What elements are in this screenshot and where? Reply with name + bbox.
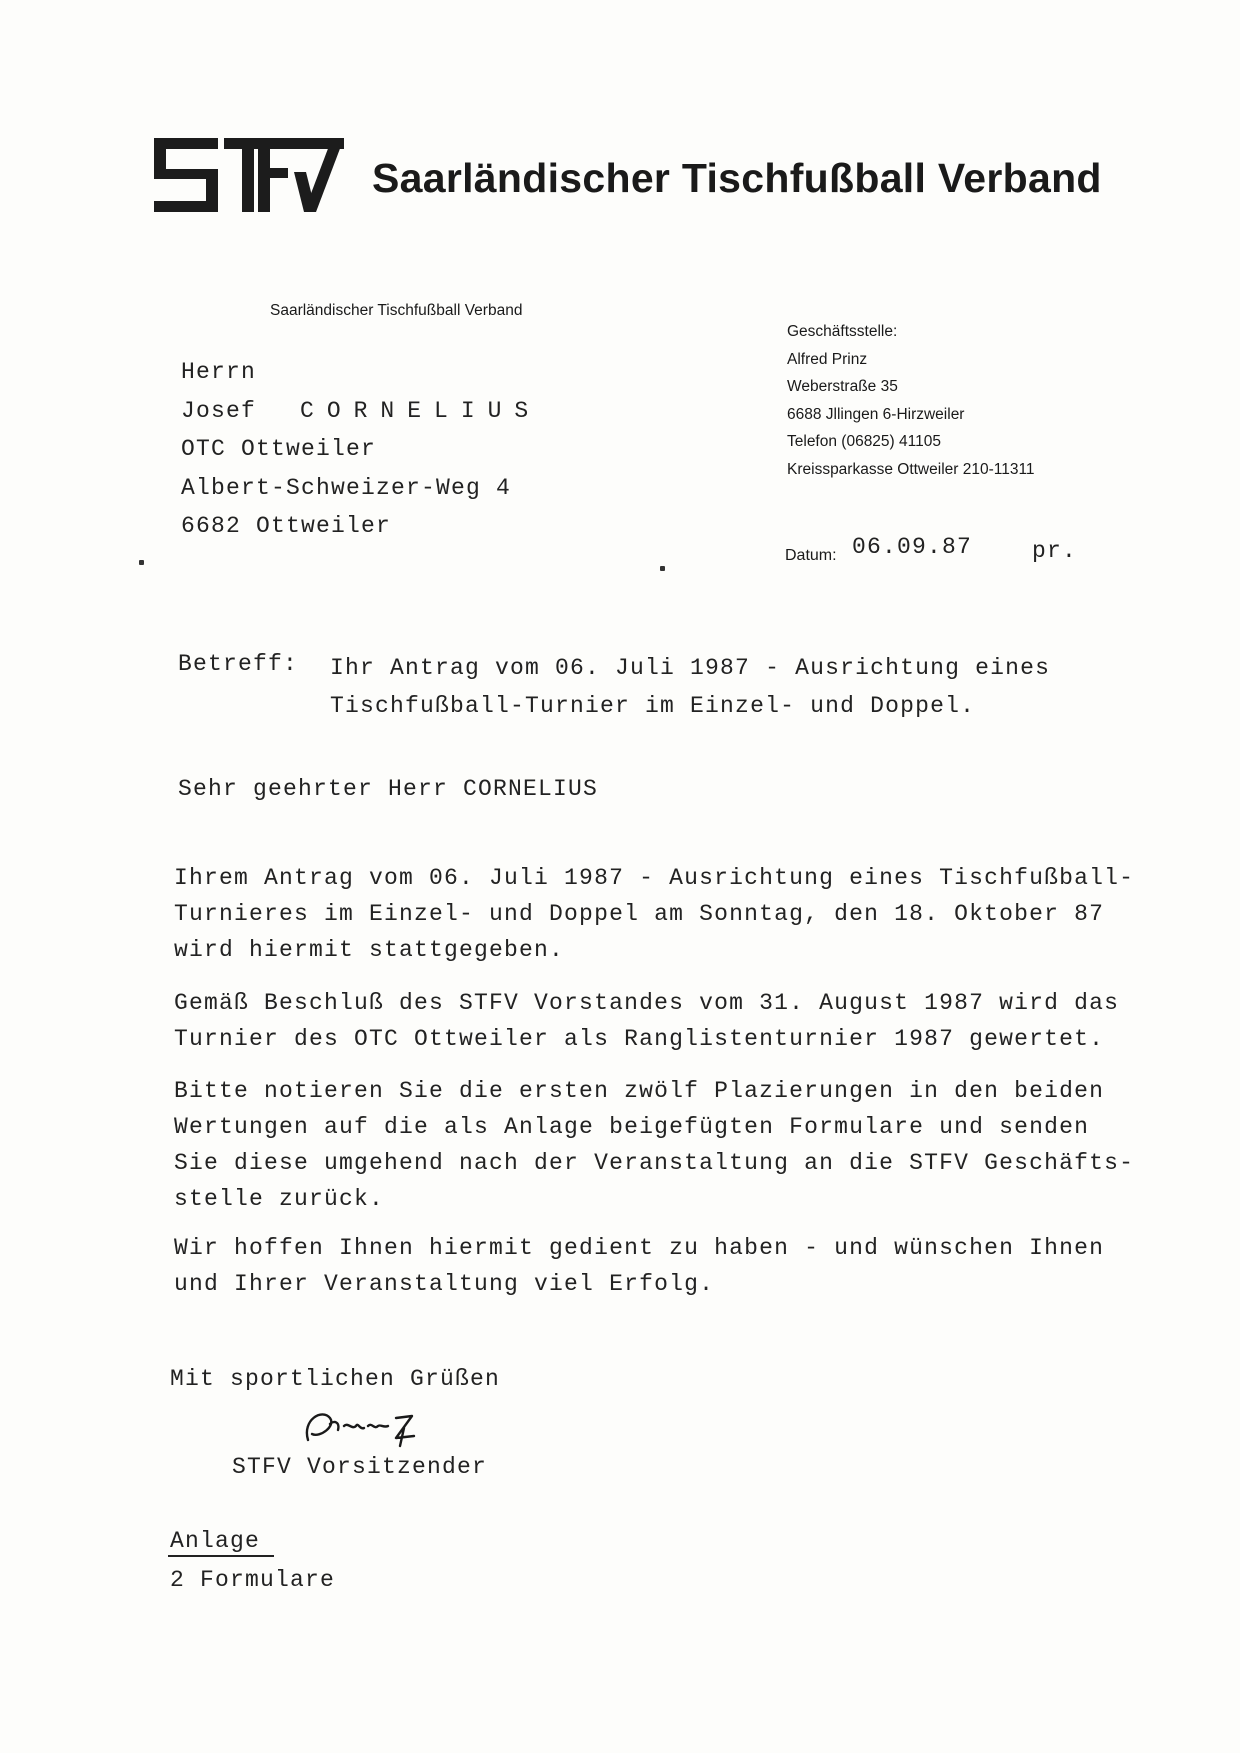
paragraph-line: Turnier des OTC Ottweiler als Ranglistenturnier 1987 gewertet. (174, 1026, 1105, 1052)
recipient-street: Albert-Schweizer-Weg 4 (181, 474, 512, 501)
sender-return-line: Saarländischer Tischfußball Verband (270, 302, 523, 319)
recipient-address (181, 353, 541, 546)
enclosure-label: Anlage (170, 1528, 261, 1554)
recipient-first-name: Josef (181, 397, 257, 424)
handwritten-signature (300, 1400, 460, 1460)
office-bank: Kreissparkasse Ottweiler 210-11311 (787, 460, 1035, 478)
recipient-club: OTC Ottweiler (181, 436, 377, 462)
recipient-city: 6682 Ottweiler (181, 513, 392, 539)
paper-speck (660, 566, 665, 571)
paragraph-line: Wertungen auf die als Anlage beigefügten Formulare und senden (174, 1114, 1090, 1140)
date-label: Datum: (785, 547, 837, 564)
subject-line-2: Tischfußball-Turnier im Einzel- und Doppel. (330, 693, 976, 719)
paragraph-line: Sie diese umgehend nach der Veranstaltung an die STFV Geschäfts- (174, 1150, 1135, 1176)
paper-speck (139, 560, 144, 565)
paragraph-line: und Ihrer Veranstaltung viel Erfolg. (174, 1271, 715, 1297)
office-street: Weberstraße 35 (787, 378, 898, 395)
reference-code: pr. (1032, 538, 1078, 564)
signatory-title: STFV Vorsitzender (232, 1454, 488, 1480)
paragraph-line: Bitte notieren Sie die ersten zwölf Plazierungen in den beiden (174, 1078, 1105, 1104)
paragraph-line: Turnieres im Einzel- und Doppel am Sonntag, den 18. Oktober 87 (174, 901, 1105, 927)
office-label: Geschäftsstelle: (787, 323, 898, 340)
closing-greeting: Mit sportlichen Grüßen (170, 1366, 501, 1392)
organization-title: Saarländischer Tischfußball Verband (372, 155, 1102, 201)
body-paragraph-1 (174, 860, 1134, 968)
recipient-last-name: CORNELIUS (300, 397, 542, 424)
body-paragraph-2 (174, 985, 1119, 1057)
paragraph-line: wird hiermit stattgegeben. (174, 937, 565, 963)
office-block (787, 318, 1035, 483)
subject-line-1: Ihr Antrag vom 06. Juli 1987 - Ausrichtung eines (330, 655, 1051, 681)
enclosure-item: 2 Formulare (170, 1567, 336, 1593)
office-name: Alfred Prinz (787, 350, 868, 368)
recipient-salutation-line: Herrn (181, 359, 257, 385)
salutation: Sehr geehrter Herr CORNELIUS (178, 776, 599, 802)
date-value: 06.09.87 (852, 534, 973, 560)
paragraph-line: Ihrem Antrag vom 06. Juli 1987 - Ausrichtung eines Tischfußball- (174, 865, 1135, 891)
stfv-logo (154, 138, 344, 212)
paragraph-line: Gemäß Beschluß des STFV Vorstandes vom 31. August 1987 wird das (174, 990, 1120, 1016)
office-phone: Telefon (06825) 41105 (787, 433, 941, 450)
subject-label: Betreff: (178, 651, 299, 677)
enclosure-underline (168, 1555, 274, 1557)
body-paragraph-4 (174, 1230, 1104, 1302)
recipient-name (181, 392, 541, 431)
paragraph-line: stelle zurück. (174, 1186, 385, 1212)
body-paragraph-3 (174, 1073, 1134, 1217)
paragraph-line: Wir hoffen Ihnen hiermit gedient zu haben - und wünschen Ihnen (174, 1235, 1105, 1261)
office-city: 6688 Jllingen 6-Hirzweiler (787, 405, 965, 423)
